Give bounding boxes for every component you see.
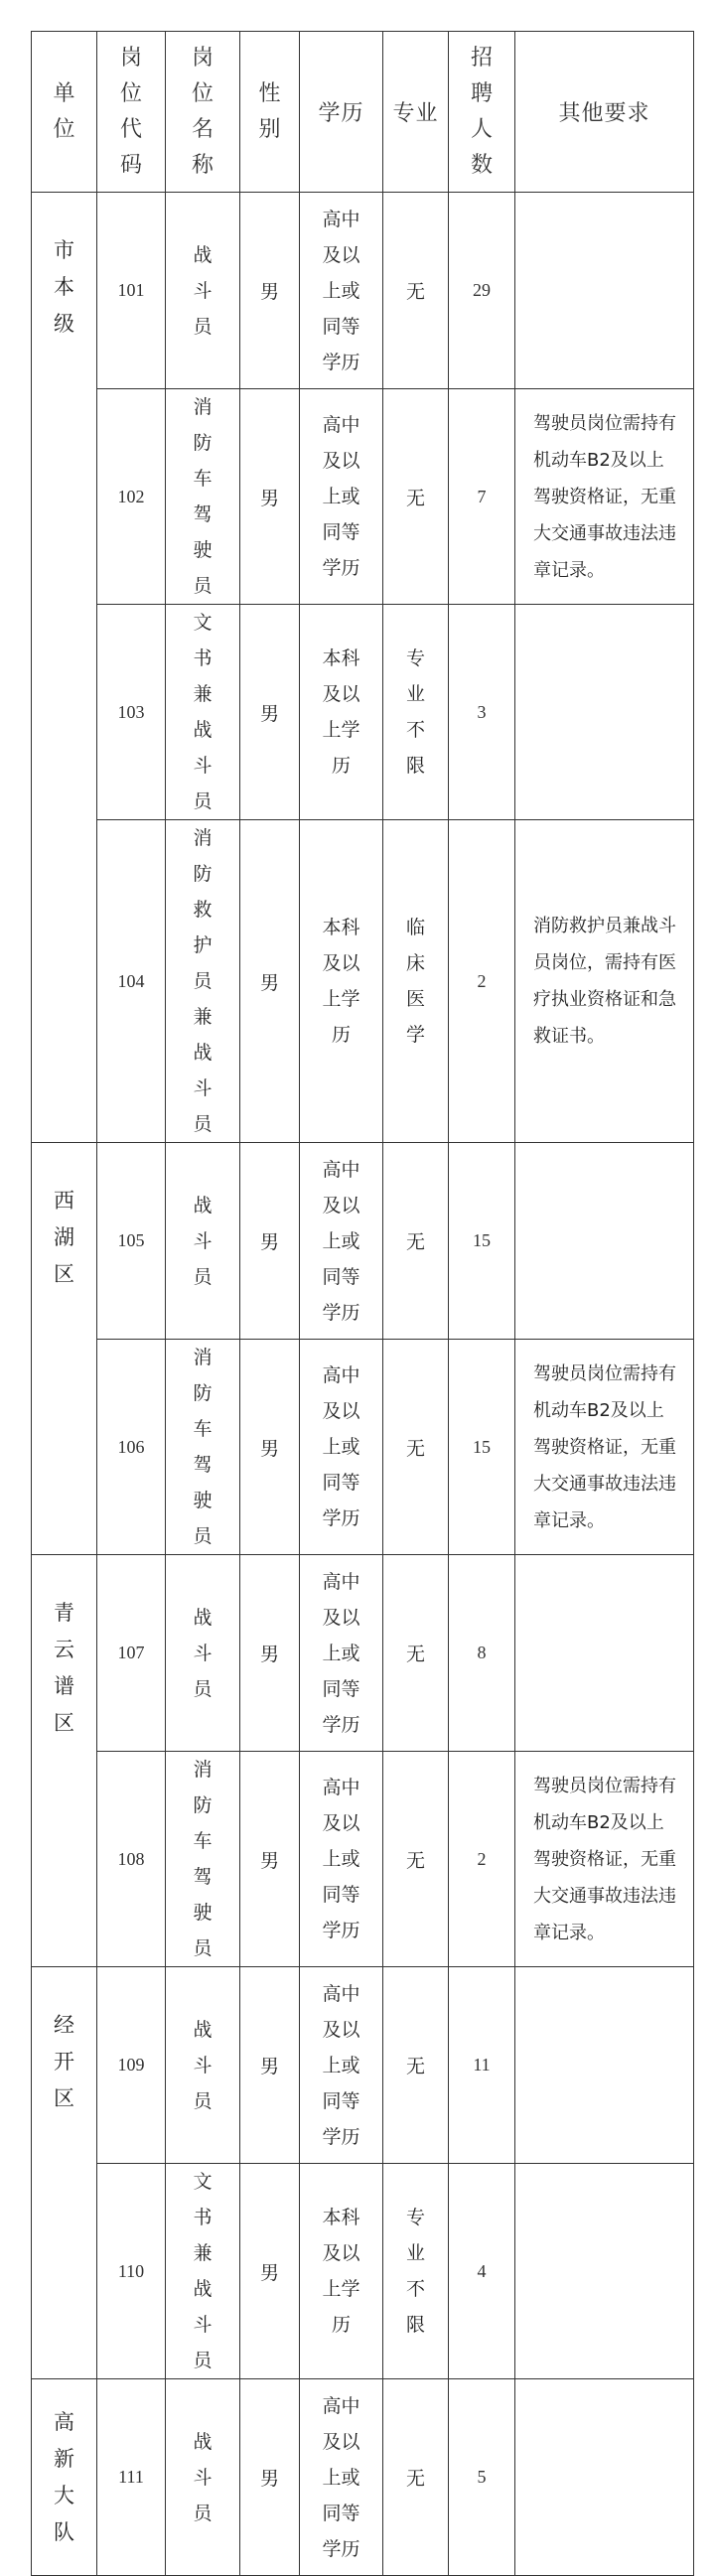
education-cell: 本科及以上学历 xyxy=(300,605,383,820)
count-cell: 5 xyxy=(449,2379,515,2576)
position-name-cell: 战斗员 xyxy=(166,1967,240,2164)
code-cell: 107 xyxy=(97,1555,166,1752)
table-row xyxy=(32,1555,694,1752)
major-cell: 无 xyxy=(383,1752,449,1967)
major-cell: 无 xyxy=(383,2379,449,2576)
unit-cell: 经开区 xyxy=(32,1967,97,2379)
code-cell: 105 xyxy=(97,1143,166,1340)
header-major: 专业 xyxy=(383,32,449,193)
major-cell: 无 xyxy=(383,1967,449,2164)
education-cell: 高中及以上或同等学历 xyxy=(300,193,383,389)
position-name-cell: 消防救护员兼战斗员 xyxy=(166,820,240,1143)
code-cell: 109 xyxy=(97,1967,166,2164)
other-requirements-cell xyxy=(515,605,694,820)
header-count: 招聘人数 xyxy=(449,32,515,193)
position-name-cell: 文书兼战斗员 xyxy=(166,605,240,820)
code-cell: 108 xyxy=(97,1752,166,1967)
education-cell: 高中及以上或同等学历 xyxy=(300,1340,383,1555)
major-cell: 专业不限 xyxy=(383,605,449,820)
other-requirements-cell xyxy=(515,1555,694,1752)
table-row xyxy=(32,605,694,820)
table-row xyxy=(32,389,694,605)
position-name-cell: 消防车驾驶员 xyxy=(166,389,240,605)
header-name: 岗位名称 xyxy=(166,32,240,193)
education-cell: 高中及以上或同等学历 xyxy=(300,1752,383,1967)
count-cell: 3 xyxy=(449,605,515,820)
education-cell: 本科及以上学历 xyxy=(300,820,383,1143)
other-requirements-cell: 驾驶员岗位需持有机动车B2及以上驾驶资格证，无重大交通事故违法违章记录。 xyxy=(515,1752,694,1967)
count-cell: 11 xyxy=(449,1967,515,2164)
unit-cell: 市本级 xyxy=(32,193,97,1143)
major-cell: 专业不限 xyxy=(383,2164,449,2379)
other-requirements-cell xyxy=(515,2379,694,2576)
table-row xyxy=(32,820,694,1143)
other-requirements-cell xyxy=(515,1143,694,1340)
code-cell: 111 xyxy=(97,2379,166,2576)
header-education: 学历 xyxy=(300,32,383,193)
education-cell: 高中及以上或同等学历 xyxy=(300,389,383,605)
count-cell: 4 xyxy=(449,2164,515,2379)
unit-cell: 青云谱区 xyxy=(32,1555,97,1967)
recruitment-table xyxy=(31,31,694,2576)
other-requirements-cell: 驾驶员岗位需持有机动车B2及以上驾驶资格证，无重大交通事故违法违章记录。 xyxy=(515,389,694,605)
other-requirements-cell xyxy=(515,193,694,389)
table-row xyxy=(32,1340,694,1555)
major-cell: 无 xyxy=(383,1555,449,1752)
gender-cell: 男 xyxy=(240,1143,300,1340)
position-name-cell: 战斗员 xyxy=(166,2379,240,2576)
gender-cell: 男 xyxy=(240,389,300,605)
position-name-cell: 消防车驾驶员 xyxy=(166,1340,240,1555)
other-requirements-cell xyxy=(515,1967,694,2164)
major-cell: 无 xyxy=(383,1143,449,1340)
table-row xyxy=(32,2164,694,2379)
code-cell: 110 xyxy=(97,2164,166,2379)
code-cell: 101 xyxy=(97,193,166,389)
header-other: 其他要求 xyxy=(515,32,694,193)
gender-cell: 男 xyxy=(240,2164,300,2379)
gender-cell: 男 xyxy=(240,820,300,1143)
position-name-cell: 战斗员 xyxy=(166,1555,240,1752)
count-cell: 15 xyxy=(449,1143,515,1340)
education-cell: 高中及以上或同等学历 xyxy=(300,1555,383,1752)
other-requirements-cell xyxy=(515,2164,694,2379)
header-gender: 性别 xyxy=(240,32,300,193)
count-cell: 2 xyxy=(449,820,515,1143)
education-cell: 本科及以上学历 xyxy=(300,2164,383,2379)
header-unit: 单位 xyxy=(32,32,97,193)
table-row xyxy=(32,2379,694,2576)
position-name-cell: 文书兼战斗员 xyxy=(166,2164,240,2379)
code-cell: 106 xyxy=(97,1340,166,1555)
gender-cell: 男 xyxy=(240,1752,300,1967)
count-cell: 7 xyxy=(449,389,515,605)
position-name-cell: 战斗员 xyxy=(166,1143,240,1340)
count-cell: 29 xyxy=(449,193,515,389)
gender-cell: 男 xyxy=(240,2379,300,2576)
position-name-cell: 消防车驾驶员 xyxy=(166,1752,240,1967)
gender-cell: 男 xyxy=(240,605,300,820)
major-cell: 无 xyxy=(383,389,449,605)
unit-cell: 高新大队 xyxy=(32,2379,97,2576)
count-cell: 2 xyxy=(449,1752,515,1967)
education-cell: 高中及以上或同等学历 xyxy=(300,1967,383,2164)
education-cell: 高中及以上或同等学历 xyxy=(300,1143,383,1340)
unit-cell: 西湖区 xyxy=(32,1143,97,1555)
header-code: 岗位代码 xyxy=(97,32,166,193)
major-cell: 临床医学 xyxy=(383,820,449,1143)
gender-cell: 男 xyxy=(240,1340,300,1555)
table-row xyxy=(32,193,694,389)
position-name-cell: 战斗员 xyxy=(166,193,240,389)
gender-cell: 男 xyxy=(240,1967,300,2164)
count-cell: 15 xyxy=(449,1340,515,1555)
gender-cell: 男 xyxy=(240,193,300,389)
count-cell: 8 xyxy=(449,1555,515,1752)
table-row xyxy=(32,1967,694,2164)
code-cell: 104 xyxy=(97,820,166,1143)
gender-cell: 男 xyxy=(240,1555,300,1752)
other-requirements-cell: 消防救护员兼战斗员岗位，需持有医疗执业资格证和急救证书。 xyxy=(515,820,694,1143)
other-requirements-cell: 驾驶员岗位需持有机动车B2及以上驾驶资格证，无重大交通事故违法违章记录。 xyxy=(515,1340,694,1555)
education-cell: 高中及以上或同等学历 xyxy=(300,2379,383,2576)
table-row xyxy=(32,1143,694,1340)
major-cell: 无 xyxy=(383,193,449,389)
table-row xyxy=(32,1752,694,1967)
major-cell: 无 xyxy=(383,1340,449,1555)
header-row xyxy=(32,32,694,193)
code-cell: 103 xyxy=(97,605,166,820)
code-cell: 102 xyxy=(97,389,166,605)
